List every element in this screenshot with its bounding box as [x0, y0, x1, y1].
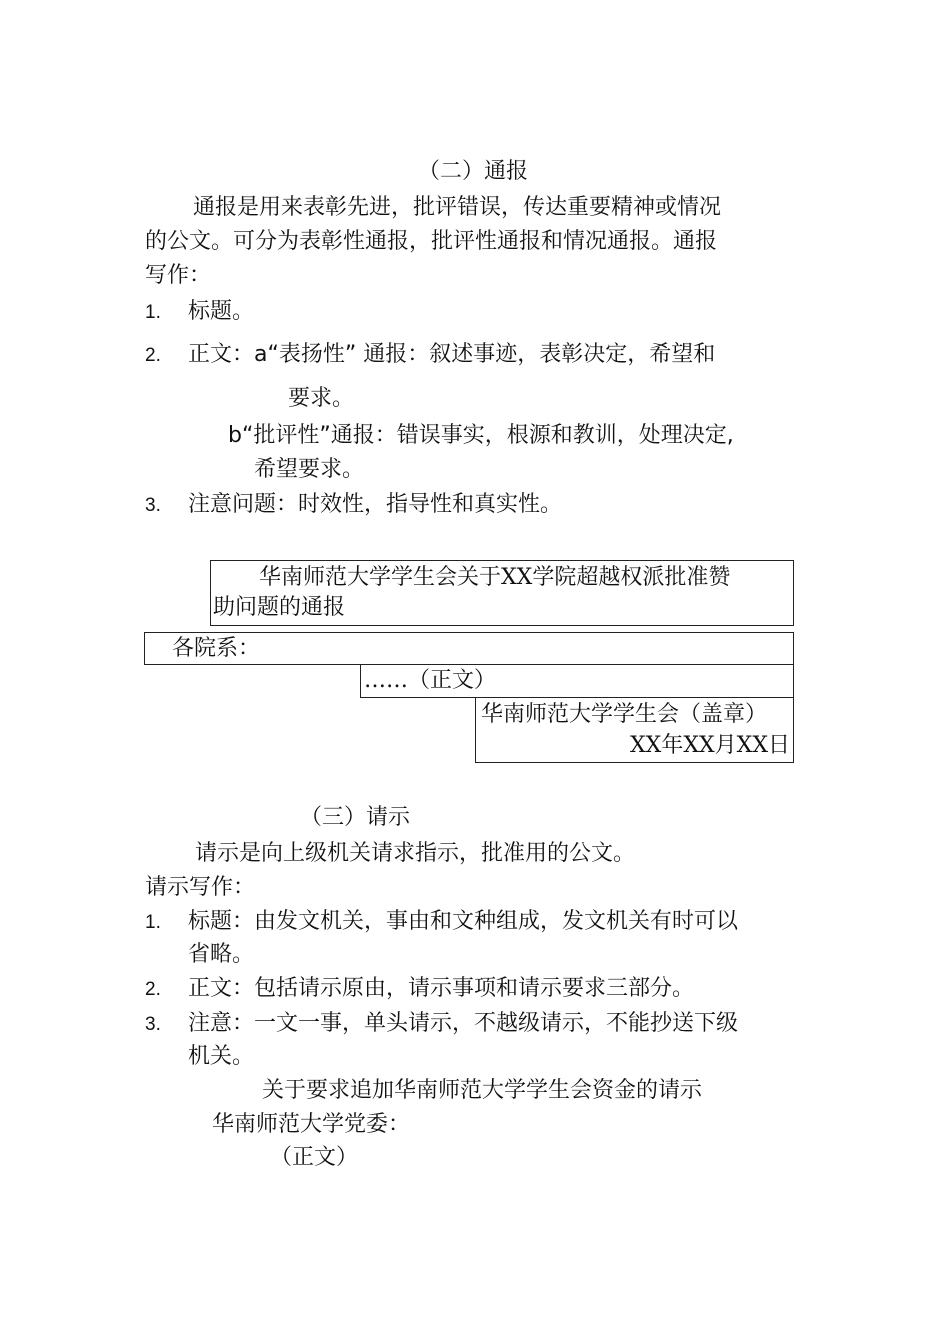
sample-title-box: [210, 560, 794, 626]
example-title: 关于要求追加华南师范大学学生会资金的请示: [262, 1078, 703, 1103]
list-item-number: 2.: [145, 345, 161, 366]
list-item-text: 注意：一文一事，单头请示，不越级请示，不能抄送下级: [188, 1011, 739, 1036]
sample-title-line-2: 助问题的通报: [213, 595, 346, 620]
list-item-continuation: 机关。: [188, 1044, 255, 1069]
request-writing-label: 请示写作：: [145, 875, 256, 900]
list-item-continuation: 要求。: [288, 386, 355, 411]
intro-line-2: 的公文。可分为表彰性通报，批评性通报和情况通报。通报: [145, 229, 718, 254]
list-item-number: 2.: [145, 979, 161, 1000]
sample-recipient: 各院系：: [172, 636, 261, 661]
list-item-number: 3.: [145, 1014, 161, 1035]
intro-line-3: 写作：: [145, 263, 212, 288]
list-item-text: 标题。: [188, 299, 255, 324]
list-item-text: 正文：包括请示原由，请示事项和请示要求三部分。: [188, 976, 695, 1001]
list-item-number: 1.: [145, 302, 161, 323]
sample-date: XX年XX月XX日: [630, 733, 790, 758]
sample-signature: 华南师范大学学生会（盖章）: [481, 702, 768, 727]
sample-signature-box: [475, 697, 794, 763]
list-item-number: 1.: [145, 912, 161, 933]
section-heading-notice: （二）通报: [418, 159, 529, 184]
sample-title-line-1: 华南师范大学学生会关于XX学院超越权派批准赞: [259, 565, 731, 590]
list-item-text: 注意问题：时效性，指导性和真实性。: [188, 492, 563, 517]
sample-body: ……（正文）: [364, 668, 497, 693]
list-item-sub-b-continuation: 希望要求。: [254, 457, 365, 482]
list-item-sub-b: b“批评性”通报：错误事实，根源和教训，处理决定,: [228, 423, 734, 448]
request-intro: 请示是向上级机关请求指示，批准用的公文。: [195, 841, 636, 866]
intro-line-1: 通报是用来表彰先进，批评错误，传达重要精神或情况: [193, 195, 722, 220]
example-recipient: 华南师范大学党委：: [212, 1112, 411, 1137]
sample-body-box: [360, 664, 794, 698]
section-heading-request: （三）请示: [300, 805, 411, 830]
list-item-text: 标题：由发文机关，事由和文种组成，发文机关有时可以: [188, 909, 739, 934]
list-item-continuation: 省略。: [188, 942, 255, 967]
list-item-number: 3.: [145, 495, 161, 516]
list-item-text: 正文：a“表扬性” 通报：叙述事迹，表彰决定，希望和: [188, 342, 716, 367]
sample-recipient-box: [144, 632, 794, 665]
example-body: （正文）: [270, 1145, 359, 1170]
